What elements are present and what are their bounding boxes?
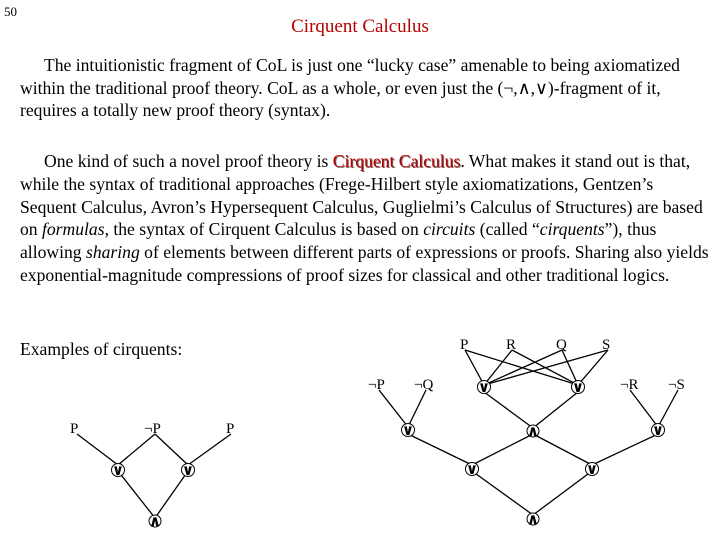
c1-and-symbol: ∧ [148, 512, 162, 530]
c2-or-gate-top-right [572, 378, 585, 396]
p2-text-mid3: (called “ [475, 219, 540, 240]
c2-leaf-r: R [506, 337, 517, 353]
c2-and-gate-mid [527, 422, 539, 440]
c2-or-symbol-top-right: ∨ [571, 378, 585, 396]
cirquent-calculus-highlight: Cirquent Calculus [332, 151, 461, 171]
slide-number: 50 [4, 4, 17, 19]
c2-leaf-not-q: ¬Q [414, 377, 434, 393]
c2-leaf-p: P [460, 337, 469, 353]
c2-leaf-s: S [602, 337, 611, 353]
c2-leaf-q: Q [556, 337, 567, 353]
c1-leaf-p-left: P [70, 421, 79, 437]
c1-or-symbol-right: ∨ [181, 461, 195, 479]
p2-em-sharing: sharing [85, 242, 140, 263]
c2-or-gate-mid-left [402, 421, 415, 439]
slide-title: Cirquent Calculus [291, 16, 429, 37]
c2-or-symbol-low-right: ∨ [585, 460, 599, 478]
c2-leaf-not-p: ¬P [368, 377, 385, 393]
p2-text-after: of elements between different parts of expressions or proofs. Sharing also yields exponential-magnitude compressions of proof sizes for classical and other traditional logics. [20, 242, 709, 285]
c2-or-gate-low-right [586, 460, 599, 478]
examples-label: Examples of cirquents: [20, 339, 183, 359]
p2-text-mid1: . What makes it stand out is that, while the syntax of traditional approaches (Frege-Hilbert style axiomatizations, Gentzen’s Sequent Calculus, Avron’s Hypersequent Calculus, Guglielmi’s Calculus of Structures) are based on [20, 151, 703, 240]
c2-or-gate-low-left [466, 460, 479, 478]
c2-and-symbol-mid: ∧ [526, 422, 540, 440]
c2-or-gate-top-left [478, 378, 491, 396]
p2-text-mid2: , the syntax of Cirquent Calculus is based on [104, 219, 424, 240]
c2-or-symbol-low-left: ∨ [465, 460, 479, 478]
c2-and-symbol-root: ∧ [526, 510, 540, 528]
c1-and-gate [149, 512, 161, 530]
c2-or-symbol-top-left: ∨ [477, 378, 491, 396]
p2-em-formulas: formulas [42, 219, 105, 240]
p2-text-before: One kind of such a novel proof theory is [44, 151, 333, 171]
c1-leaf-not-p: ¬P [144, 421, 161, 437]
p2-em-circuits: circuits [423, 219, 476, 240]
p2-em-cirquents: cirquents [539, 219, 605, 240]
p2-text-mid4: ”), thus allowing [20, 219, 657, 263]
c2-and-gate-root [527, 510, 539, 528]
c1-leaf-p-right: P [226, 421, 235, 437]
c2-leaf-not-r: ¬R [620, 377, 639, 393]
c2-or-symbol-mid-right: ∨ [651, 421, 665, 439]
cirquent-wires [77, 350, 678, 518]
c1-or-gate-left [112, 461, 125, 479]
c2-or-symbol-mid-left: ∨ [401, 421, 415, 439]
c2-or-gate-mid-right [652, 421, 665, 439]
c1-or-symbol-left: ∨ [111, 461, 125, 479]
c1-or-gate-right [182, 461, 195, 479]
c2-leaf-not-s: ¬S [668, 377, 685, 393]
paragraph-intro-text: The intuitionistic fragment of CoL is just one “lucky case” amenable to being axiomatized within the traditional proof theory. CoL as a whole, or even just the (¬,∧,∨)-fragment of it, requires a totally new proof theory (syntax). [20, 55, 680, 120]
